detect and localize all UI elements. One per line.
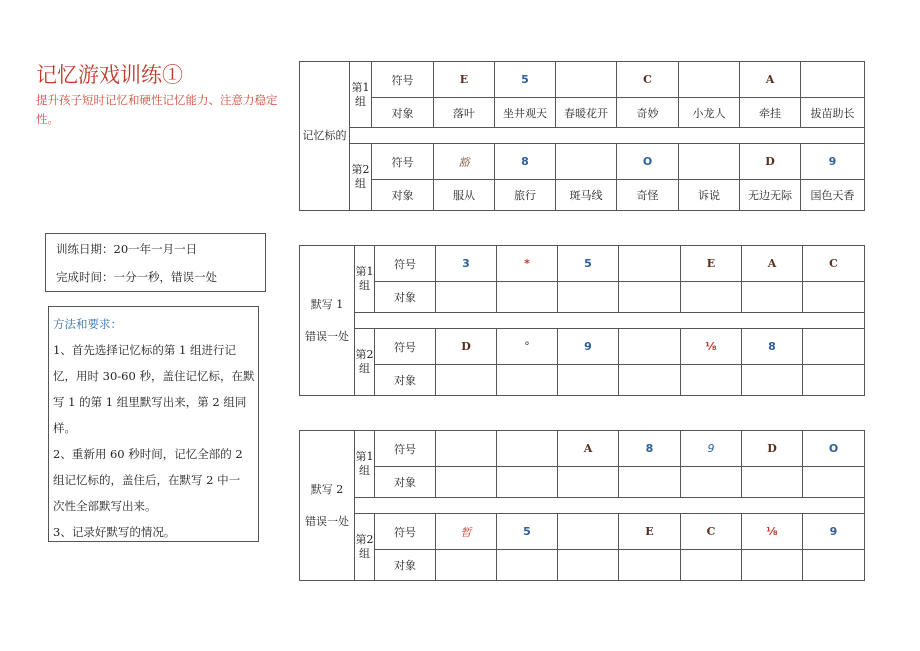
dictation2-table bbox=[299, 430, 865, 581]
object-cell: 牵挂 bbox=[740, 98, 801, 128]
object-input-cell[interactable] bbox=[558, 282, 619, 313]
object-input-cell[interactable] bbox=[436, 282, 497, 313]
symbol-cell: 9 bbox=[681, 431, 742, 467]
method-line: 样。 bbox=[53, 421, 76, 435]
symbol-label: 符号 bbox=[372, 144, 434, 180]
object-cell: 斑马线 bbox=[556, 180, 617, 211]
symbol-cell bbox=[679, 144, 740, 180]
symbol-cell: A bbox=[558, 431, 619, 467]
dictation1-errors: 错误一处 bbox=[305, 329, 349, 343]
method-line: 写 1 的第 1 组里默写出来，第 2 组同 bbox=[53, 395, 247, 409]
symbol-cell bbox=[679, 62, 740, 98]
object-input-cell[interactable] bbox=[436, 467, 497, 498]
object-cell: 奇妙 bbox=[617, 98, 679, 128]
memory-target-label: 记忆标的 bbox=[300, 62, 350, 211]
object-cell: 坐井观天 bbox=[495, 98, 556, 128]
symbol-label: 符号 bbox=[375, 431, 436, 467]
object-input-cell[interactable] bbox=[497, 365, 558, 396]
row-gap bbox=[355, 313, 865, 329]
object-input-cell[interactable] bbox=[436, 365, 497, 396]
symbol-cell bbox=[556, 144, 617, 180]
symbol-cell: 豁 bbox=[434, 144, 495, 180]
symbol-cell: ⅛ bbox=[681, 329, 742, 365]
object-input-cell[interactable] bbox=[558, 467, 619, 498]
symbol-cell: O bbox=[617, 144, 679, 180]
object-input-cell[interactable] bbox=[497, 550, 558, 581]
symbol-cell: 8 bbox=[742, 329, 803, 365]
symbol-cell: ⅛ bbox=[742, 514, 803, 550]
symbol-label: 符号 bbox=[375, 246, 436, 282]
method-box bbox=[48, 306, 259, 542]
object-label: 对象 bbox=[375, 467, 436, 498]
object-input-cell[interactable] bbox=[619, 550, 681, 581]
symbol-cell bbox=[619, 329, 681, 365]
dictation2-title: 默写 2 bbox=[310, 482, 344, 496]
object-input-cell[interactable] bbox=[742, 282, 803, 313]
symbol-cell: 5 bbox=[497, 514, 558, 550]
symbol-cell: 9 bbox=[558, 329, 619, 365]
group2-label: 第2组 bbox=[350, 144, 372, 211]
object-input-cell[interactable] bbox=[803, 467, 865, 498]
dictation1-label bbox=[300, 246, 355, 396]
object-input-cell[interactable] bbox=[742, 365, 803, 396]
method-line: 1、首先选择记忆标的第 1 组进行记 bbox=[53, 343, 236, 357]
completion-time: 完成时间：一分一秒，错误一处 bbox=[56, 270, 217, 284]
group1-label: 第1组 bbox=[350, 62, 372, 128]
page-subtitle: 提升孩子短时记忆和硬性记忆能力、注意力稳定性。 bbox=[36, 93, 278, 126]
object-input-cell[interactable] bbox=[681, 282, 742, 313]
object-input-cell[interactable] bbox=[742, 550, 803, 581]
object-input-cell[interactable] bbox=[558, 550, 619, 581]
group2-label: 第2组 bbox=[355, 514, 375, 581]
symbol-cell: C bbox=[681, 514, 742, 550]
symbol-cell: E bbox=[619, 514, 681, 550]
object-input-cell[interactable] bbox=[803, 365, 865, 396]
symbol-cell: A bbox=[740, 62, 801, 98]
symbol-cell: 暂 bbox=[436, 514, 497, 550]
symbol-cell: O bbox=[803, 431, 865, 467]
object-cell: 国色天香 bbox=[801, 180, 865, 211]
object-label: 对象 bbox=[375, 550, 436, 581]
dictation1-table bbox=[299, 245, 865, 396]
object-cell: 拔苗助长 bbox=[801, 98, 865, 128]
group2-label: 第2组 bbox=[355, 329, 375, 396]
symbol-cell: D bbox=[740, 144, 801, 180]
page-title: 记忆游戏训练① bbox=[36, 63, 183, 87]
symbol-cell: E bbox=[434, 62, 495, 98]
symbol-cell: D bbox=[436, 329, 497, 365]
symbol-cell: 8 bbox=[495, 144, 556, 180]
symbol-cell: E bbox=[681, 246, 742, 282]
object-cell: 诉说 bbox=[679, 180, 740, 211]
object-input-cell[interactable] bbox=[436, 550, 497, 581]
object-input-cell[interactable] bbox=[681, 467, 742, 498]
method-line: 3、记录好默写的情况。 bbox=[53, 525, 176, 539]
method-line: 忆，用时 30-60 秒，盖住记忆标，在默 bbox=[53, 369, 255, 383]
symbol-cell: C bbox=[617, 62, 679, 98]
method-line: 2、重新用 60 秒时间，记忆全部的 2 bbox=[53, 447, 243, 461]
dictation1-title: 默写 1 bbox=[310, 297, 344, 311]
symbol-cell bbox=[619, 246, 681, 282]
method-line: 次性全部默写出来。 bbox=[53, 499, 157, 513]
symbol-label: 符号 bbox=[375, 514, 436, 550]
object-cell: 旅行 bbox=[495, 180, 556, 211]
info-box bbox=[45, 233, 266, 292]
object-input-cell[interactable] bbox=[681, 550, 742, 581]
symbol-cell bbox=[803, 329, 865, 365]
object-cell: 小龙人 bbox=[679, 98, 740, 128]
symbol-cell: D bbox=[742, 431, 803, 467]
group1-label: 第1组 bbox=[355, 431, 375, 498]
object-cell: 奇怪 bbox=[617, 180, 679, 211]
memory-target-table bbox=[299, 61, 865, 211]
object-cell: 服从 bbox=[434, 180, 495, 211]
object-input-cell[interactable] bbox=[558, 365, 619, 396]
symbol-cell: * bbox=[497, 246, 558, 282]
object-input-cell[interactable] bbox=[497, 467, 558, 498]
object-input-cell[interactable] bbox=[619, 365, 681, 396]
object-label: 对象 bbox=[372, 180, 434, 211]
method-line: 组记忆标的，盖住后，在默写 2 中一 bbox=[53, 473, 241, 487]
symbol-label: 符号 bbox=[375, 329, 436, 365]
symbol-cell: A bbox=[742, 246, 803, 282]
object-label: 对象 bbox=[375, 365, 436, 396]
symbol-cell: ° bbox=[497, 329, 558, 365]
symbol-cell: 5 bbox=[558, 246, 619, 282]
object-input-cell[interactable] bbox=[497, 282, 558, 313]
object-cell: 无边无际 bbox=[740, 180, 801, 211]
object-input-cell[interactable] bbox=[619, 282, 681, 313]
symbol-cell bbox=[497, 431, 558, 467]
object-label: 对象 bbox=[375, 282, 436, 313]
object-cell: 春暖花开 bbox=[556, 98, 617, 128]
row-gap bbox=[350, 128, 865, 144]
object-input-cell[interactable] bbox=[619, 467, 681, 498]
object-input-cell[interactable] bbox=[742, 467, 803, 498]
symbol-label: 符号 bbox=[372, 62, 434, 98]
symbol-cell: 3 bbox=[436, 246, 497, 282]
symbol-cell: 8 bbox=[619, 431, 681, 467]
group1-label: 第1组 bbox=[355, 246, 375, 313]
symbol-cell bbox=[436, 431, 497, 467]
symbol-cell: 9 bbox=[801, 144, 865, 180]
dictation2-label bbox=[300, 431, 355, 581]
dictation2-errors: 错误一处 bbox=[305, 514, 349, 528]
object-label: 对象 bbox=[372, 98, 434, 128]
object-input-cell[interactable] bbox=[681, 365, 742, 396]
symbol-cell: 9 bbox=[803, 514, 865, 550]
symbol-cell bbox=[558, 514, 619, 550]
symbol-cell: C bbox=[803, 246, 865, 282]
symbol-cell bbox=[556, 62, 617, 98]
training-date: 训练日期：20一年一月一日 bbox=[56, 242, 198, 256]
symbol-cell: 5 bbox=[495, 62, 556, 98]
object-cell: 落叶 bbox=[434, 98, 495, 128]
object-input-cell[interactable] bbox=[803, 550, 865, 581]
method-heading: 方法和要求： bbox=[53, 317, 122, 331]
symbol-cell bbox=[801, 62, 865, 98]
row-gap bbox=[355, 498, 865, 514]
object-input-cell[interactable] bbox=[803, 282, 865, 313]
